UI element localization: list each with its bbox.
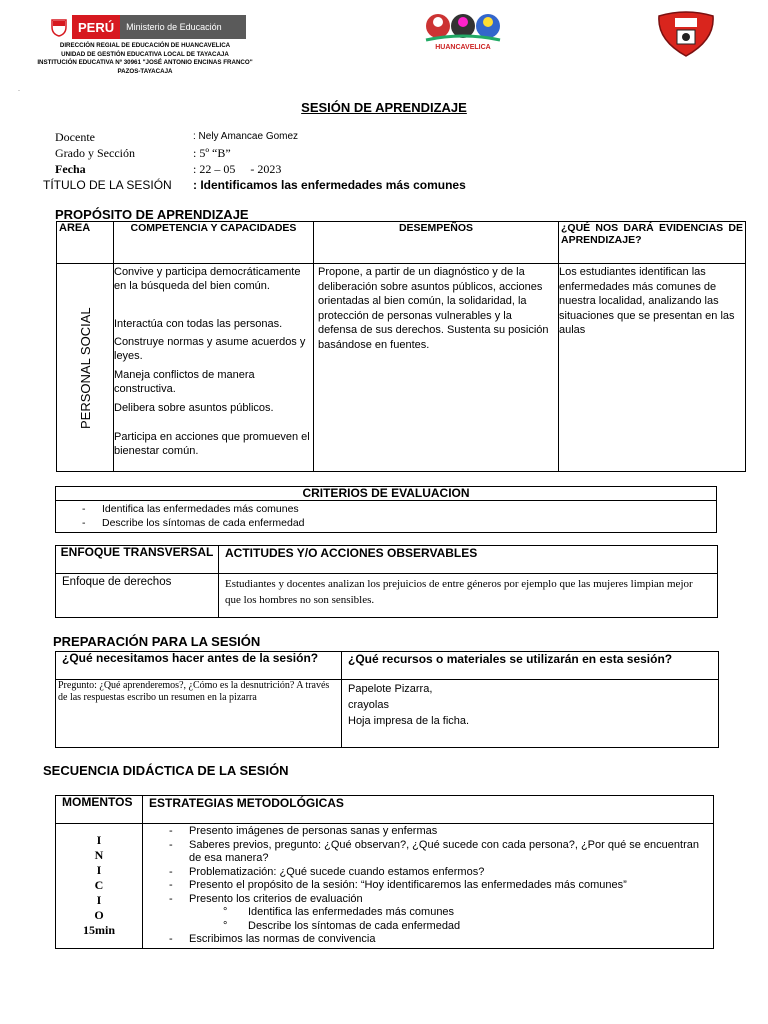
enfoque-table [55,545,718,618]
competencia-item: Participa en acciones que promueven el bienestar común. [114,431,310,457]
competencia-item: Construye normas y asume acuerdos y leyes. [114,336,306,362]
momento-time: 15min [82,923,115,938]
docente-value: : Nely Amancae Gomez [193,131,299,142]
area-label: PERSONAL SOCIAL [77,306,93,429]
peru-ministry-logo [46,15,246,39]
criterios-title: CRITERIOS DE EVALUACION [56,487,717,501]
antes-value: Pregunto: ¿Qué aprenderemos?, ¿Cómo es la desnutrición? A través de las respuestas escribo un resumen en la pizarra [56,680,342,748]
criterio-item: - Describe los síntomas de cada enfermedad [76,517,716,531]
estrategia-subitem: ° Identifica las enfermedades más comunes [163,906,709,920]
header-line: UNIDAD DE GESTIÓN EDUCATIVA LOCAL DE TAYACAJA [61,50,229,58]
recurso-item: crayolas [348,699,389,711]
col-antes: ¿Qué necesitamos hacer antes de la sesión? [56,652,342,680]
competencias-cell [114,264,314,472]
col-competencia: COMPETENCIA Y CAPACIDADES [114,222,314,264]
momento-letter: I [96,833,102,848]
momento-letter: O [94,908,104,923]
col-momentos: MOMENTOS [56,796,143,824]
col-recursos: ¿Qué recursos o materiales se utilizarán en esta sesión? [342,652,719,680]
titulo-label: TÍTULO DE LA SESIÓN [43,178,172,192]
peru-shield-icon [46,15,72,39]
institution-header [20,42,270,76]
recursos-cell [342,680,719,748]
proposito-title: PROPÓSITO DE APRENDIZAJE [55,207,249,222]
preparacion-table [55,651,719,748]
actitud-value: Estudiantes y docentes analizan los prejuicios de entre géneros por ejemplo que las mujeres limpian mejor que los hombres no son sensibles. [219,574,718,618]
col-desempenos: DESEMPEÑOS [314,222,559,264]
fecha-value: : 22 – 05 - 2023 [193,162,282,176]
fecha-label: Fecha [55,162,86,176]
grado-value: : 5º “B” [193,146,231,160]
secuencia-table [55,795,714,949]
col-actitudes: ACTITUDES Y/O ACCIONES OBSERVABLES [219,546,718,574]
huancavelica-logo [418,8,508,56]
momento-letter: C [94,878,104,893]
estrategias-cell [143,824,714,949]
estrategia-item: - Presento los criterios de evaluación [163,893,709,907]
momento-letter: I [96,893,102,908]
criterio-item: - Identifica las enfermedades más comunes [76,503,716,517]
estrategia-subitem: ° Describe los síntomas de cada enfermedad [163,920,709,934]
proposito-table [56,221,746,472]
center-logo-text: HUANCAVELICA [435,44,491,51]
momento-inicio [56,824,143,949]
recurso-item: Papelote Pizarra, [348,683,433,695]
header-line: DIRECCIÓN REGIAL DE EDUCACIÓN DE HUANCAVELICA [59,42,231,49]
grado-label: Grado y Sección [55,146,135,160]
criterios-cell [56,501,717,533]
ministry-label: Ministerio de Educación [120,15,246,39]
header-line: INSTITUCIÓN EDUCATIVA Nº 30961 "JOSÉ ANTONIO ENCINAS FRANCO" [37,59,253,66]
area-cell [57,264,114,472]
momento-letter: N [94,848,104,863]
estrategia-item: - Presento el propósito de la sesión: “Hoy identificaremos las enfermedades más comunes” [163,879,709,893]
competencia-item: Maneja conflictos de manera constructiva. [114,369,255,395]
estrategia-item: - Escribimos las normas de convivencia [163,933,709,947]
enfoque-value: Enfoque de derechos [56,574,219,618]
col-estrategias: ESTRATEGIAS METODOLÓGICAS [143,796,714,824]
competencia-item: Convive y participa democráticamente en la búsqueda del bien común. [114,266,301,292]
dot-mark: · [18,88,20,94]
preparacion-title: PREPARACIÓN PARA LA SESIÓN [53,634,261,649]
evidencia-cell: Los estudiantes identifican las enfermedades más comunes de nuestra localidad, analizando las situaciones que se presentan en las aulas [559,264,746,472]
secuencia-title: SECUENCIA DIDÁCTICA DE LA SESIÓN [43,763,289,778]
competencia-item: Interactúa con todas las personas. [114,318,283,330]
estrategia-item: - Presento imágenes de personas sanas y enfermas [163,825,709,839]
estrategia-item: - Problematización: ¿Qué sucede cuando estamos enfermos? [163,866,709,880]
peru-label: PERÚ [72,15,120,39]
momento-letter: I [96,863,102,878]
recurso-item: Hoja impresa de la ficha. [348,715,470,727]
docente-label: Docente [55,130,95,144]
criterios-table [55,486,717,533]
desempeno-cell: Propone, a partir de un diagnóstico y de la deliberación sobre asuntos públicos, acciones orientadas al bien común, la solidaridad, la protección de personas vulnerables y la defensa de sus derechos. Sustenta su posición basándose en fuentes. [314,264,559,472]
col-enfoque: ENFOQUE TRANSVERSAL [56,546,219,574]
titulo-value: : Identificamos las enfermedades más comunes [193,178,466,192]
estrategia-item: - Saberes previos, pregunto: ¿Qué observan?, ¿Qué sucede con cada persona?, ¿Por qué se encuentran de esa manera? [163,839,709,866]
competencia-item: Delibera sobre asuntos públicos. [114,402,274,414]
page-title: SESIÓN DE APRENDIZAJE [301,100,467,115]
col-evidencias: ¿QUÉ NOS DARÁ EVIDENCIAS DE APRENDIZAJE? [559,222,746,264]
col-area: AREA [57,222,114,264]
header-line: PAZOS-TAYACAJA [117,67,173,75]
school-shield-icon [655,10,717,58]
